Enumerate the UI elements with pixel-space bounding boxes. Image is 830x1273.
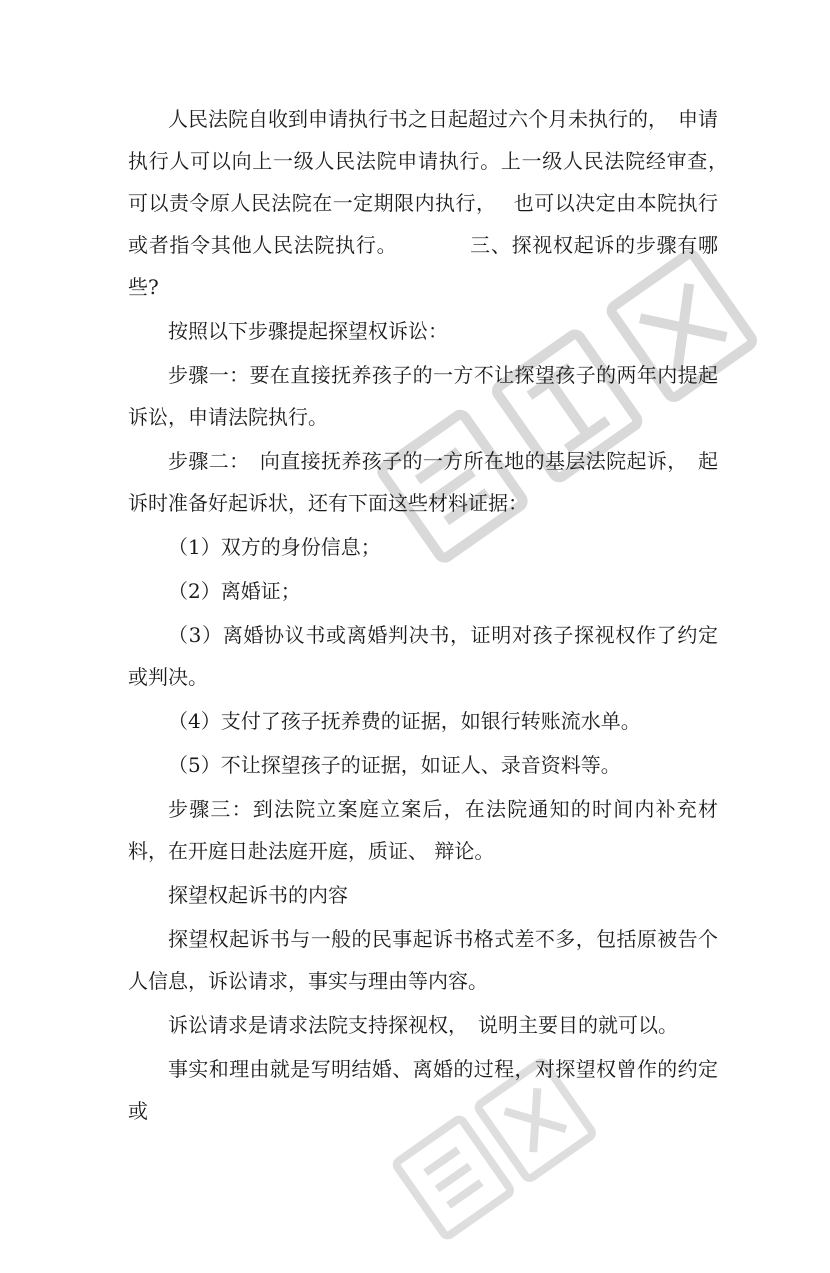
paragraph-facts-reasons: 事实和理由就是写明结婚、离婚的过程，对探望权曾作的约定或 xyxy=(128,1057,718,1123)
paragraph-complaint-format: 探望权起诉书与一般的民事起诉书格式差不多，包括原被告个人信息，诉讼请求，事实与理由等内容。 xyxy=(128,927,718,993)
paragraph-step-two: 步骤二： 向直接抚养孩子的一方所在地的基层法院起诉， 起诉时准备好起诉状，还有下面这些材料证据： xyxy=(128,449,718,515)
list-item-5: （5）不让探望孩子的证据，如证人、录音资料等。 xyxy=(168,753,621,777)
list-item-2: （2）离婚证； xyxy=(168,579,301,603)
paragraph-steps-intro: 按照以下步骤提起探望权诉讼： xyxy=(168,319,448,343)
section-heading-complaint-content: 探望权起诉书的内容 xyxy=(168,883,348,907)
list-item-3: （3）离婚协议书或离婚判决书，证明对孩子探视权作了约定或判决。 xyxy=(128,623,718,689)
document-body xyxy=(128,98,738,1132)
paragraph-claims: 诉讼请求是请求法院支持探视权， 说明主要目的就可以。 xyxy=(168,1013,678,1037)
paragraph-step-three: 步骤三：到法院立案庭立案后，在法院通知的时间内补充材料，在开庭日赴法庭开庭，质证、 辩论。 xyxy=(128,797,718,863)
list-item-1: （1）双方的身份信息； xyxy=(168,535,381,559)
paragraph-step-one: 步骤一：要在直接抚养孩子的一方不让探望孩子的两年内提起诉讼，申请法院执行。 xyxy=(128,363,718,429)
list-item-4: （4）支付了孩子抚养费的证据，如银行转账流水单。 xyxy=(168,709,641,733)
paragraph-enforcement: 人民法院自收到申请执行书之日起超过六个月未执行的， 申请执行人可以向上一级人民法院申请执行。上一级人民法院经审查， 可以责令原人民法院在一定期限内执行， 也可以决定由本院执行或者指令其他人民法院执行。 三、探视权起诉的步骤有哪些? xyxy=(128,107,738,299)
